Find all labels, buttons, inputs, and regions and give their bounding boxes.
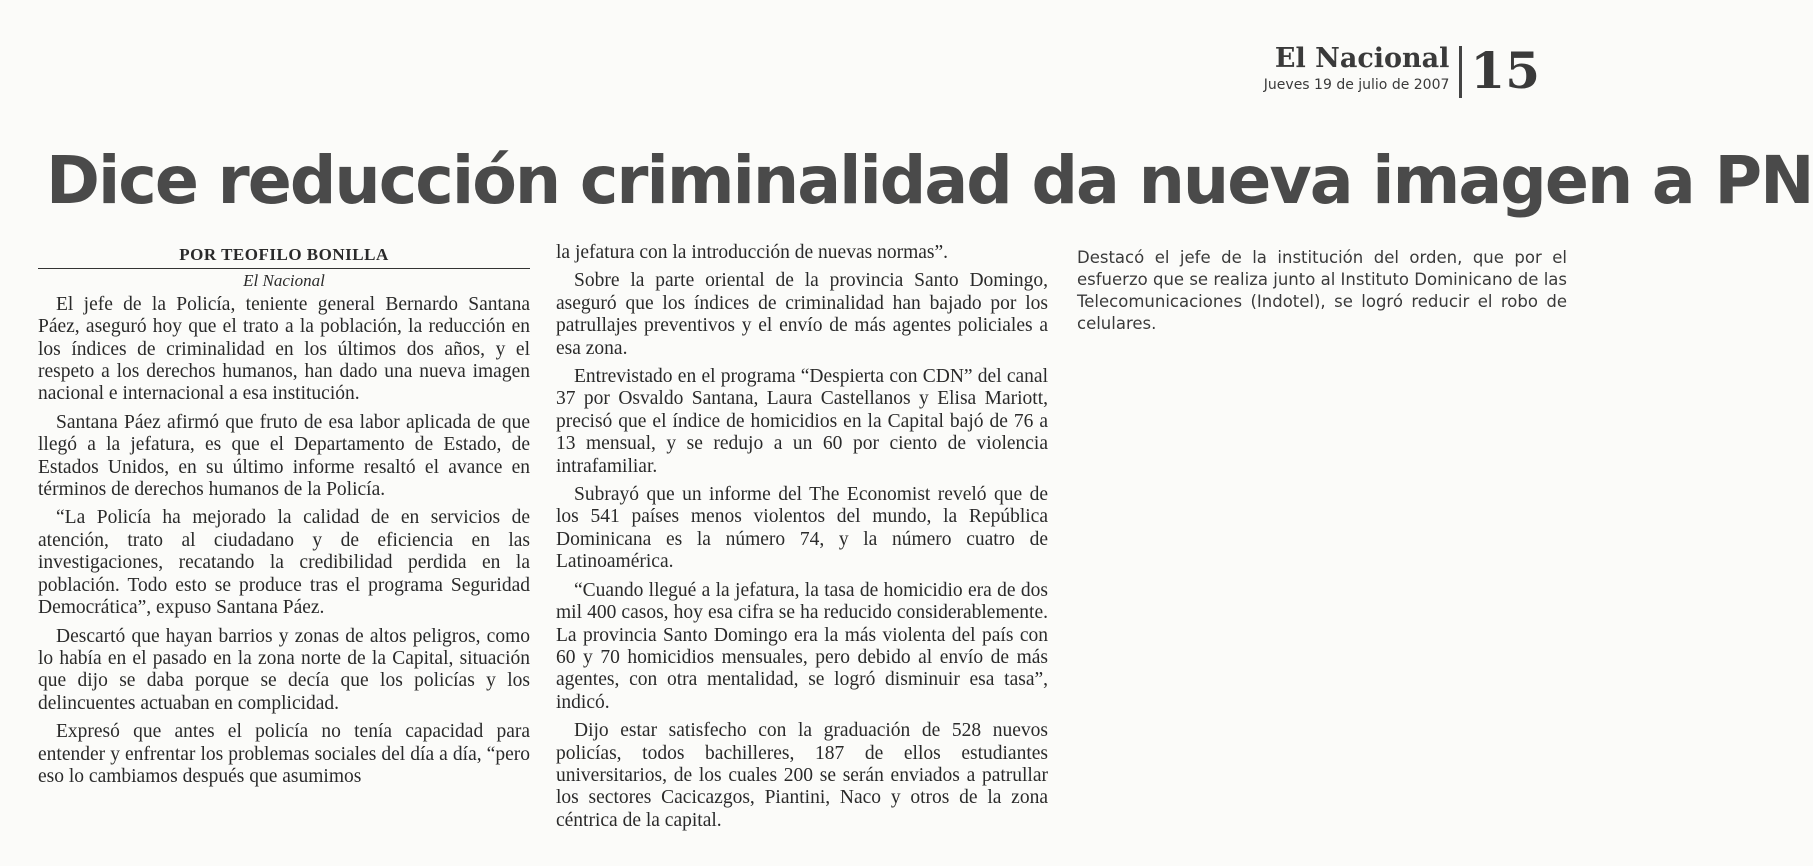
paragraph: Sobre la parte oriental de la provincia Santo Domingo, aseguró que los índices de criminalidad han bajado por los patrullajes preventivos y el envío de más agentes policiales a esa zona. bbox=[556, 270, 1048, 359]
page-number: 15 bbox=[1470, 41, 1540, 100]
article-byline: POR TEOFILO BONILLA bbox=[38, 244, 530, 269]
article-credit: El Nacional bbox=[243, 271, 325, 291]
paragraph: Expresó que antes el policía no tenía capacidad para entender y enfrentar los problemas sociales del día a día, “pero eso lo cambiamos después que asumimos bbox=[38, 721, 530, 787]
paragraph-continuation: la jefatura con la introducción de nuevas normas”. bbox=[556, 242, 949, 263]
paragraph: Dijo estar satisfecho con la graduación de 528 nuevos policías, todos bachilleres, 187 de ellos estudiantes universitarios, de los cuales 200 se serán enviados a patrullar los sectores Cacicazgos, Piantini, Naco y otros de la zona céntrica de la capital. bbox=[556, 720, 1048, 831]
paragraph: Santana Páez afirmó que fruto de esa labor aplicada de que llegó a la jefatura, es que el Departamento de Estado, de Estados Unidos, en su último informe resaltó el avance en términos de derechos humanos de la Policía. bbox=[38, 411, 530, 501]
masthead-left bbox=[1264, 44, 1460, 98]
paragraph: Destacó el jefe de la institución del orden, que por el esfuerzo que se realiza junto al Instituto Dominicano de las Telecomunicaciones (Indotel), se logró reducir el robo de celulares. bbox=[1077, 248, 1567, 333]
paragraph: El jefe de la Policía, teniente general Bernardo Santana Páez, aseguró hoy que el trato a la población, la reducción en los índices de criminalidad en los últimos dos años, y el respeto a los derechos humanos, han dado una nueva imagen nacional e internacional a esa institución. bbox=[38, 293, 530, 405]
paragraph: Descartó que hayan barrios y zonas de altos peligros, como lo había en el pasado en la zona norte de la Capital, situación que dijo se daba porque se decía que los policías y los delincuentes actuaban en complicidad. bbox=[38, 625, 530, 714]
publication-date: Jueves 19 de julio de 2007 bbox=[1263, 77, 1450, 93]
masthead-divider bbox=[1459, 46, 1462, 98]
article-column-1 bbox=[38, 244, 530, 794]
paragraph: “La Policía ha mejorado la calidad de en servicios de atención, trato al ciudadano y de eficiencia en las investigaciones, recatando la credibilidad perdida en la población. Todo esto se produce tras el programa Seguridad Democrática”, expuso Santana Páez. bbox=[38, 507, 530, 619]
article-column-3 bbox=[1077, 247, 1567, 341]
paragraph: Subrayó que un informe del The Economist reveló que de los 541 países menos violentos del mundo, la República Dominicana es la número 74, y la número cuatro de Latinoamérica. bbox=[556, 484, 1048, 573]
newspaper-name: El Nacional bbox=[1274, 43, 1450, 74]
article-column-2 bbox=[556, 242, 1048, 838]
masthead bbox=[1263, 41, 1540, 100]
article-headline: Dice reducción criminalidad da nueva imagen a PN bbox=[46, 142, 1813, 219]
paragraph: “Cuando llegué a la jefatura, la tasa de homicidio era de dos mil 400 casos, hoy esa cifra se ha reducido considerablemente. La provincia Santo Domingo era la más violenta del país con 60 y 70 homicidios mensuales, pero debido al envío de más agentes, con otra mentalidad, se logró disminuir esa tasa”, indicó. bbox=[556, 579, 1048, 713]
paragraph: Entrevistado en el programa “Despierta con CDN” del canal 37 por Osvaldo Santana, Laura Castellanos y Elisa Mariott, precisó que el índice de homicidios en la Capital bajó de 76 a 13 mensual, y se redujo a un 60 por ciento de violencia intrafamiliar. bbox=[556, 366, 1048, 477]
